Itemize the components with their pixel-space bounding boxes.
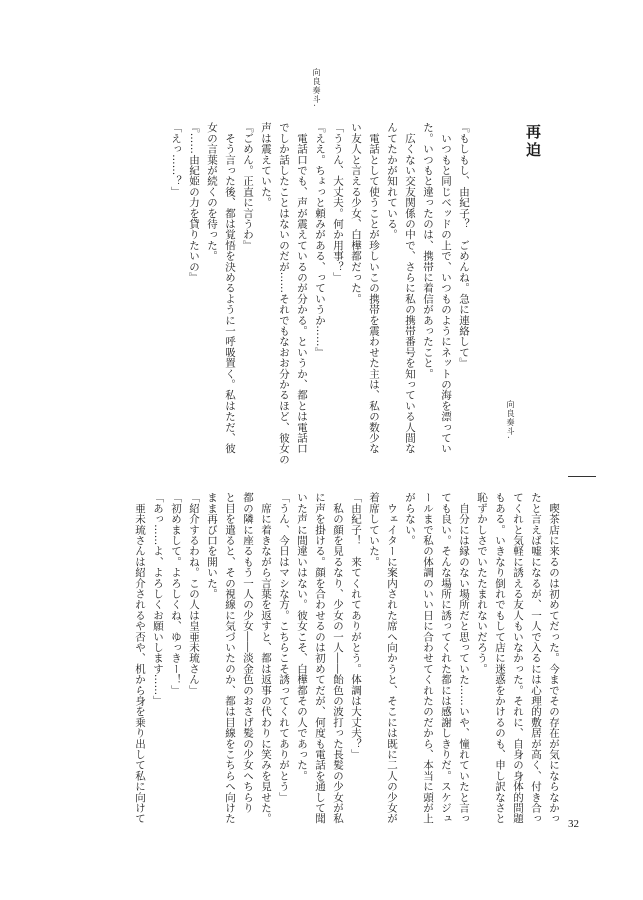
- text-line: 着席していた。: [368, 492, 380, 567]
- text-line: まま再び口を開いた。: [206, 492, 218, 599]
- text-line: 「由紀子！ 来てくれてありがとう。体調は大丈夫？」: [350, 492, 362, 760]
- text-line: 電話口でも、声が震えているのが分かる。というか、都とは電話口: [296, 122, 308, 454]
- text-line: 席に着きながら言葉を返すと、都は返事の代わりに笑みを見せた。: [260, 492, 272, 824]
- text-line: 声は震えていた。: [260, 122, 272, 208]
- text-line: 喫茶店に来るのは初めてだった。今までその存在が気にならなかっ: [548, 492, 560, 824]
- text-line: 「うん、今日はマシな方。こちらこそ誘ってくれてありがとう」: [278, 492, 290, 803]
- text-line: てくれと気軽に誘える友人もいなかった。それに、自身の身体的問題: [512, 492, 524, 824]
- text-line: ールまで私の体調のいい日に合わせてくれたのだから、本当に頭が上: [422, 492, 434, 824]
- chapter-author: 向良奏斗.: [506, 400, 515, 440]
- text-line: 「紹介するわね。この人は皇亜未琉さん」: [188, 492, 200, 696]
- text-line: い友人と言える少女、白樺都だった。: [350, 122, 362, 304]
- text-line: いた声に間違いはない。彼女こそ、白樺都その人であった。: [296, 492, 308, 781]
- text-line: いつもと同じベッドの上で、いつものようにネットの海を漂ってい: [440, 122, 452, 454]
- text-line: もある。いきなり倒れでもして店に迷惑をかけるのも、申し訳なさと: [494, 492, 506, 824]
- text-line: ても良い。そんな場所に誘ってくれた都には感謝しきりだ。スケジュ: [440, 492, 452, 824]
- text-line: 電話として使うことが珍しいこの携帯を震わせた主は、私の数少な: [368, 122, 380, 454]
- chapter-title: 再迫: [524, 124, 542, 160]
- text-line: 都の隣に座るもう一人の少女――淡金色のおさげ髪の少女へちらり: [242, 492, 254, 813]
- text-line: 「えっ……？」: [170, 122, 182, 197]
- bottom-text-block: [131, 492, 563, 824]
- text-line: んてたかが知れている。: [386, 122, 398, 240]
- page-number: 32: [568, 818, 579, 830]
- text-line: たと言えば嘘になるが、一人で入るには心理的敷居が高く、付き合っ: [530, 492, 542, 824]
- text-line: 「あっ……よ、よろしくお願いします……」: [152, 492, 164, 706]
- text-line: 『……由紀姫の力を貸りたいの』: [188, 122, 200, 283]
- text-line: ウェイターに案内された席へ向かうと、そこには既に二人の少女が: [386, 492, 398, 824]
- text-line: そう言った後、都は覚悟を決めるように一呼吸置く。私はただ、彼: [224, 122, 236, 454]
- text-line: でしか話したことはないのだが……それでもなおお分かるほど、彼女の: [278, 122, 290, 465]
- text-line: 「ううん、大丈夫。何か用事？」: [332, 122, 344, 283]
- text-line: 恥ずかしさでいたたまれないだろう。: [476, 492, 488, 674]
- text-line: に声を掛ける。顔を合わせるのは初めてだが、何度も電話を通して聞: [314, 492, 326, 824]
- running-head: 向良奏斗.: [312, 68, 321, 108]
- section-divider: [568, 476, 596, 477]
- text-line: 亜未琉さんは紹介されるや否や、机から身を乗り出して私に向けて: [134, 492, 146, 824]
- text-line: 自分には縁のない場所だと思っていた……いや、憧れていたと言っ: [458, 492, 470, 824]
- text-line: 私の顔を見るなり、少女の一人――飴色の波打った長髪の少女が私: [332, 492, 344, 824]
- text-line: がらない。: [404, 492, 416, 546]
- text-line: 「初めまして。よろしくね、ゆっきー！」: [170, 492, 182, 696]
- text-line: 女の言葉が続くのを待った。: [206, 122, 218, 262]
- text-line: 広くない交友関係の中で、さらに私の携帯番号を知っている人間な: [404, 122, 416, 454]
- text-line: 『ええ。ちょっと頼みがある、っていうか……』: [314, 122, 326, 358]
- top-text-block: [167, 122, 473, 465]
- text-line: と目を遣ると、その視線に気づいたのか、都は目線をこちらへ向けた: [224, 492, 236, 824]
- text-line: 『もしもし、由紀子？ ごめんね。急に連絡して』: [458, 122, 470, 369]
- text-line: た。いつもと違ったのは、携帯に着信があったこと。: [422, 122, 434, 379]
- text-line: 『ごめん。正直に言うわ』: [242, 122, 254, 251]
